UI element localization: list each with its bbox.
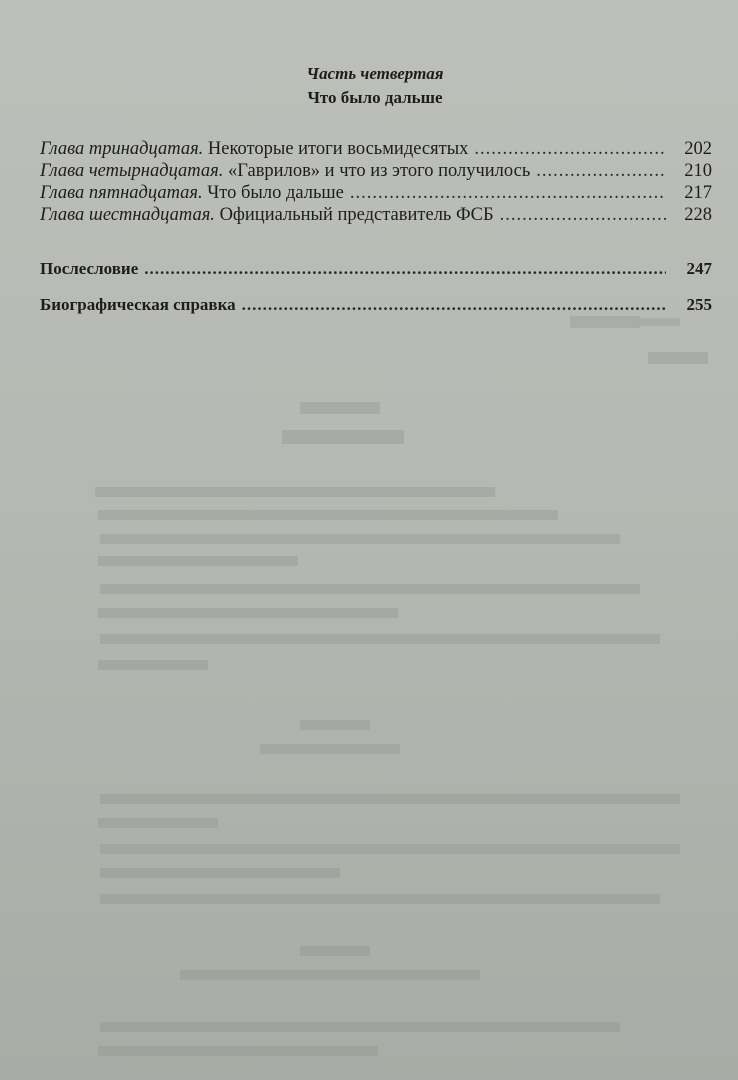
- chapter-title: Официальный представитель ФСБ: [219, 205, 494, 225]
- page-number: 247: [686, 259, 712, 278]
- bio-title: Биографическая справка: [40, 295, 236, 314]
- page-number: 228: [684, 205, 712, 225]
- toc-entry-chapter-15[interactable]: [40, 182, 712, 204]
- table-of-contents: [40, 138, 712, 316]
- section-spacer: [40, 226, 712, 258]
- chapter-number: Глава тринадцатая.: [40, 139, 204, 159]
- page-number: 217: [684, 183, 712, 203]
- toc-entry-bio[interactable]: [40, 294, 712, 316]
- dot-leader: [474, 138, 666, 160]
- dot-leader: [144, 258, 666, 280]
- chapter-title: Что было дальше: [207, 183, 344, 203]
- part-title: Что было дальше: [307, 88, 443, 107]
- toc-entry-chapter-14[interactable]: [40, 160, 712, 182]
- page-number: 255: [686, 295, 712, 314]
- section-spacer: [40, 280, 712, 294]
- chapter-number: Глава пятнадцатая.: [40, 183, 203, 203]
- toc-entry-chapter-16[interactable]: [40, 204, 712, 226]
- chapter-number: Глава шестнадцатая.: [40, 205, 215, 225]
- dot-leader: [350, 182, 666, 204]
- toc-entry-afterword[interactable]: [40, 258, 712, 280]
- chapter-title: Некоторые итоги восьмидесятых: [207, 139, 469, 159]
- dot-leader: [536, 160, 666, 182]
- chapter-number: Глава четырнадцатая.: [40, 161, 224, 181]
- page-number: 210: [684, 161, 712, 181]
- part-label: Часть четвертая: [306, 64, 444, 83]
- dot-leader: [242, 294, 666, 316]
- chapter-title: «Гаврилов» и что из этого получилось: [228, 161, 531, 181]
- toc-entry-chapter-13[interactable]: [40, 138, 712, 160]
- page-number: 202: [684, 139, 712, 159]
- dot-leader: [500, 204, 666, 226]
- afterword-title: Послесловие: [40, 259, 139, 278]
